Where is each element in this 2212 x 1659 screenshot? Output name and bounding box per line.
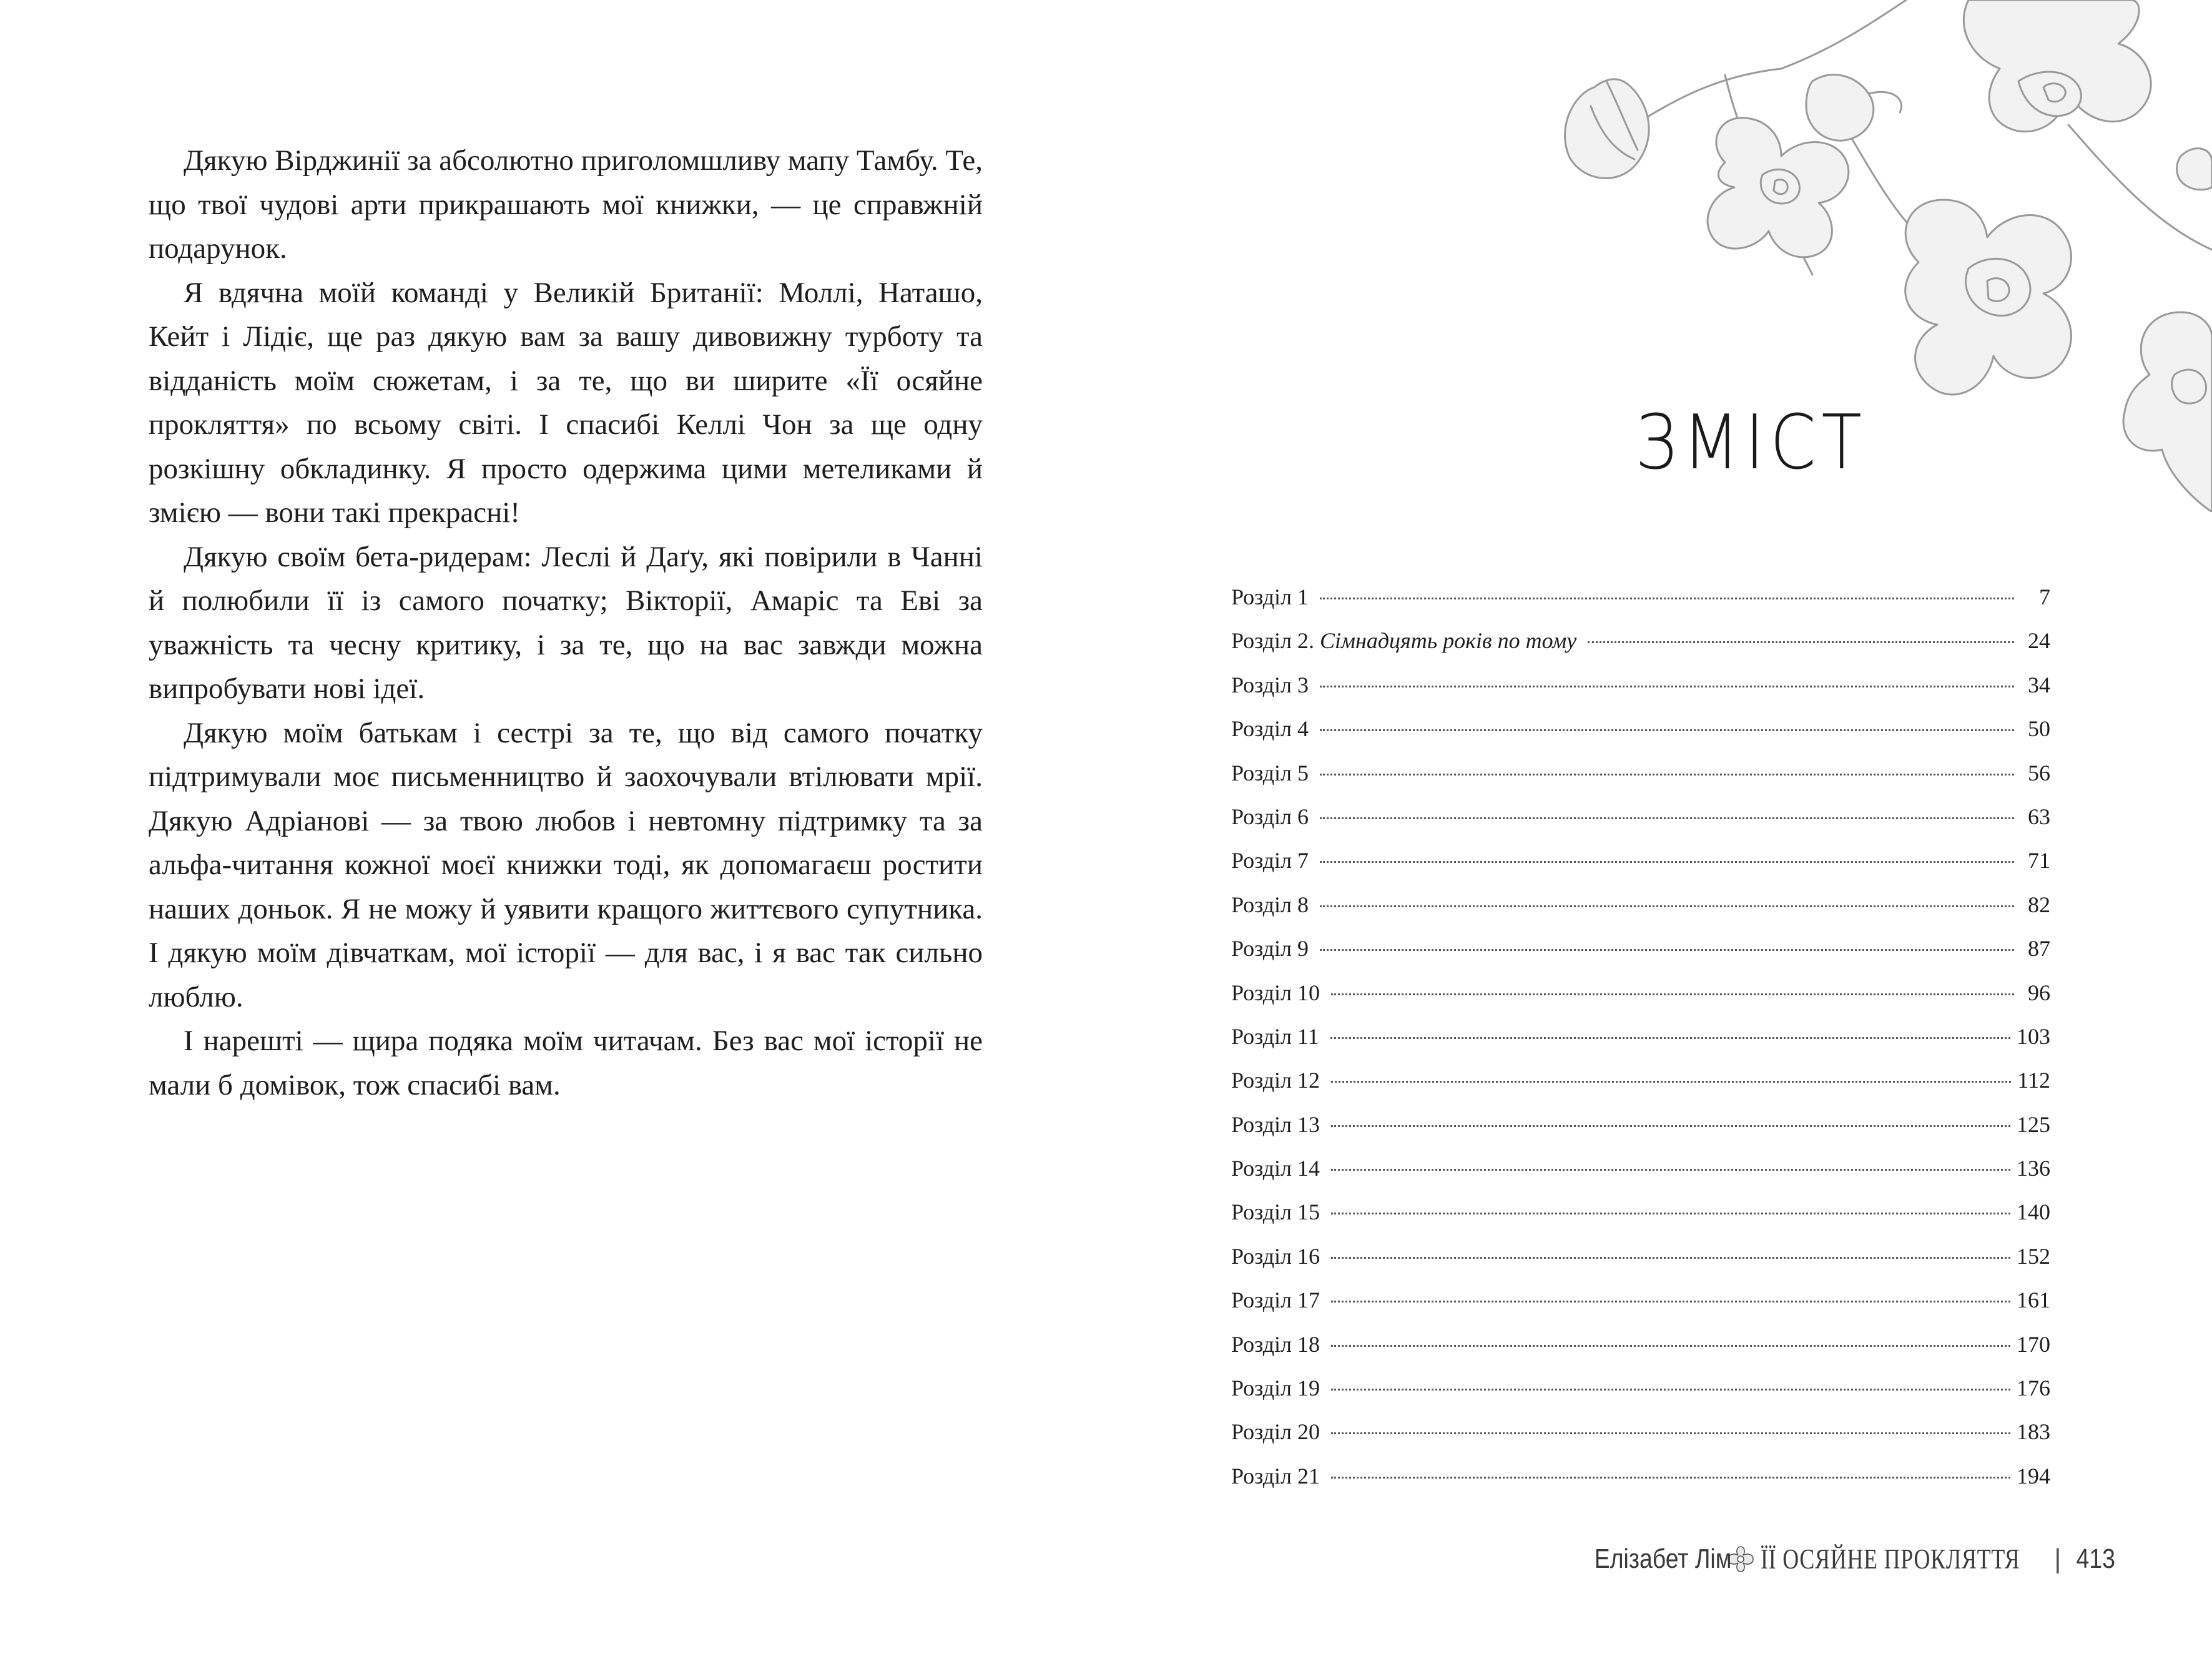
- toc-dot-leader: [1320, 774, 2014, 775]
- toc-entry: [1231, 584, 2050, 628]
- toc-entry-label: [1231, 847, 1314, 874]
- toc-page-number: 170: [2017, 1331, 2050, 1357]
- toc-page-number: 140: [2017, 1199, 2050, 1225]
- toc-page-number: 103: [2017, 1023, 2050, 1049]
- toc-chapter-label: Розділ 16: [1231, 1243, 1320, 1269]
- toc-page-number: 194: [2017, 1463, 2050, 1489]
- toc-page-number: 71: [2028, 848, 2050, 874]
- toc-entry-label: [1231, 1067, 1325, 1093]
- toc-dot-leader: [1331, 1345, 2010, 1347]
- toc-entry-label: [1231, 1419, 1325, 1445]
- toc-dot-leader: [1320, 686, 2014, 687]
- toc-chapter-label: Розділ 20: [1231, 1419, 1320, 1445]
- toc-chapter-label: Розділ 5: [1231, 760, 1309, 785]
- toc-chapter-label: Розділ 4: [1231, 716, 1309, 742]
- paragraph: Дякую Вірджинії за абсолютно приголомшливу мапу Тамбу. Те, що твої чудові арти прикрашають мої книжки, — це справжній подарунок.: [149, 144, 983, 265]
- toc-chapter-label: Розділ 13: [1231, 1111, 1320, 1137]
- toc-page-number: 112: [2017, 1068, 2050, 1093]
- toc-entry-label: [1231, 1375, 1325, 1401]
- paragraph: Дякую своїм бета-ридерам: Леслі й Даґу, які повірили в Чанні й полюбили її із самого початку; Вікторії, Амаріс та Еві за уважність та чесну критику, і за те, що на вас завжди можна випробувати нові ідеї.: [149, 540, 983, 705]
- toc-entry: [1231, 760, 2050, 804]
- toc-page-number: 82: [2028, 892, 2050, 917]
- acknowledgements-page: [149, 139, 983, 1107]
- toc-entry: [1231, 716, 2050, 759]
- toc-entry: [1231, 1287, 2050, 1331]
- toc-entry-label: [1231, 1243, 1325, 1269]
- toc-chapter-label: Розділ 21: [1231, 1463, 1320, 1489]
- toc-entry: [1231, 847, 2050, 891]
- toc-chapter-label: Розділ 14: [1231, 1156, 1320, 1181]
- toc-entry-label: [1231, 980, 1325, 1006]
- toc-entry-label: [1231, 716, 1314, 742]
- toc-page-number: 152: [2017, 1243, 2050, 1269]
- toc-entry: [1231, 1111, 2050, 1155]
- toc-entry: [1231, 1243, 2050, 1287]
- paragraph: Я вдячна моїй команді у Великій Британії: Моллі, Наташо, Кейт і Лідіє, ще раз дякую вам за вашу дивовижну турботу та відданість моїм сюжетам, і за те, що ви ширите «Її осяйне прокляття» по всьому світі. І спасибі Келлі Чон за ще одну розкішну обкладинку. Я просто одержима цими метеликами й змією — вони такі прекрасні!: [149, 276, 983, 529]
- toc-entry-label: [1231, 1111, 1325, 1138]
- page-footer: [1570, 1542, 2118, 1575]
- toc-chapter-label: Розділ 6: [1231, 804, 1309, 829]
- toc-chapter-label: Розділ 11: [1231, 1023, 1319, 1049]
- toc-dot-leader: [1331, 1169, 2010, 1171]
- toc-page-number: 34: [2028, 672, 2050, 697]
- toc-dot-leader: [1331, 1389, 2010, 1391]
- toc-chapter-label: Розділ 19: [1231, 1376, 1320, 1401]
- toc-page-number: 63: [2028, 804, 2050, 829]
- toc-dot-leader: [1320, 905, 2014, 907]
- toc-chapter-label: Розділ 1: [1231, 584, 1309, 609]
- toc-page-number: 136: [2017, 1156, 2050, 1181]
- toc-entry: [1231, 628, 2050, 671]
- toc-chapter-label: Розділ 17: [1231, 1287, 1320, 1313]
- toc-chapter-label: Розділ 9: [1231, 936, 1309, 962]
- toc-entry: [1231, 804, 2050, 847]
- table-of-contents: [1231, 584, 2050, 1507]
- toc-dot-leader: [1330, 1037, 2010, 1039]
- toc-page-number: 183: [2017, 1419, 2050, 1445]
- toc-title: ЗМІСТ: [1635, 400, 1867, 486]
- toc-entry-label: [1231, 672, 1314, 698]
- toc-page-number: 7: [2039, 584, 2050, 609]
- toc-page-number: 161: [2017, 1287, 2050, 1313]
- toc-dot-leader: [1331, 1081, 2011, 1083]
- toc-entry-label: [1231, 760, 1314, 786]
- toc-entry: [1231, 1463, 2050, 1507]
- toc-entry-label: [1231, 804, 1314, 830]
- toc-dot-leader: [1331, 1301, 2010, 1302]
- toc-dot-leader: [1320, 949, 2014, 951]
- toc-chapter-label: Розділ 2.: [1231, 628, 1314, 654]
- paragraph: Дякую моїм батькам і сестрі за те, що від самого початку підтримували моє письменництво й заохочували втілювати мрії. Дякую Адріанові — за твою любов і невтомну підтримку та за альфа-читання кожної моєї книжки тоді, як допомагаєш ростити наших доньок. Я не можу й уявити кращого життєвого супутника. І дякую моїм дівчаткам, мої історії — для вас, і я вас так сильно люблю.: [149, 716, 983, 1013]
- toc-entry: [1231, 672, 2050, 716]
- toc-chapter-label: Розділ 12: [1231, 1068, 1320, 1093]
- toc-entry-label: [1231, 1463, 1325, 1489]
- toc-entry: [1231, 1375, 2050, 1419]
- toc-dot-leader: [1331, 1125, 2010, 1127]
- toc-chapter-label: Розділ 8: [1231, 892, 1309, 917]
- toc-page-number: 50: [2028, 716, 2050, 742]
- toc-dot-leader: [1320, 861, 2014, 863]
- toc-entry-label: [1231, 1023, 1324, 1050]
- toc-chapter-label: Розділ 15: [1231, 1199, 1320, 1225]
- toc-dot-leader: [1320, 729, 2014, 731]
- toc-entry: [1231, 1155, 2050, 1199]
- toc-entry: [1231, 1199, 2050, 1243]
- toc-entry: [1231, 1331, 2050, 1375]
- toc-entry-label: [1231, 1331, 1325, 1357]
- toc-chapter-label: Розділ 3: [1231, 672, 1309, 697]
- toc-entry: [1231, 980, 2050, 1023]
- toc-entry-label: [1231, 584, 1314, 610]
- toc-entry-label: [1231, 1155, 1325, 1181]
- toc-entry-label: [1231, 935, 1314, 962]
- toc-entry-label: [1231, 892, 1314, 918]
- footer-author: Елізабет Лім: [1594, 1543, 1732, 1574]
- toc-entry-label: [1231, 1287, 1325, 1313]
- toc-entry: [1231, 1419, 2050, 1462]
- toc-page-number: 96: [2028, 980, 2050, 1005]
- toc-entry: [1231, 1023, 2050, 1067]
- toc-dot-leader: [1331, 993, 2014, 995]
- footer-page-number: 413: [2076, 1543, 2115, 1574]
- toc-page-number: 176: [2017, 1376, 2050, 1401]
- toc-dot-leader: [1331, 1477, 2010, 1479]
- toc-dot-leader: [1320, 598, 2014, 599]
- toc-entry-label: [1231, 1199, 1325, 1225]
- toc-page-number: 56: [2028, 760, 2050, 785]
- toc-chapter-subtitle: Сімнадцять років по тому: [1319, 628, 1577, 654]
- toc-chapter-label: Розділ 7: [1231, 848, 1309, 874]
- toc-dot-leader: [1331, 1257, 2010, 1259]
- toc-entry: [1231, 1067, 2050, 1111]
- toc-dot-leader: [1588, 641, 2014, 643]
- toc-chapter-label: Розділ 10: [1231, 980, 1320, 1005]
- toc-chapter-label: Розділ 18: [1231, 1331, 1320, 1357]
- toc-page-number: 24: [2028, 628, 2050, 654]
- toc-dot-leader: [1331, 1213, 2010, 1214]
- toc-page-number: 87: [2028, 936, 2050, 962]
- footer-separator: |: [2054, 1543, 2062, 1574]
- toc-dot-leader: [1331, 1432, 2010, 1434]
- footer-book-title: ЇЇ ОСЯЙНЕ ПРОКЛЯТТЯ: [1760, 1543, 2020, 1575]
- paragraph: І нарешті — щира подяка моїм читачам. Без вас мої історії не мали б домівок, тож спасибі вам.: [149, 1025, 983, 1101]
- toc-entry: [1231, 892, 2050, 935]
- toc-dot-leader: [1320, 817, 2014, 819]
- toc-page-number: 125: [2017, 1111, 2050, 1137]
- toc-entry: [1231, 935, 2050, 979]
- toc-entry-label: [1231, 628, 1581, 654]
